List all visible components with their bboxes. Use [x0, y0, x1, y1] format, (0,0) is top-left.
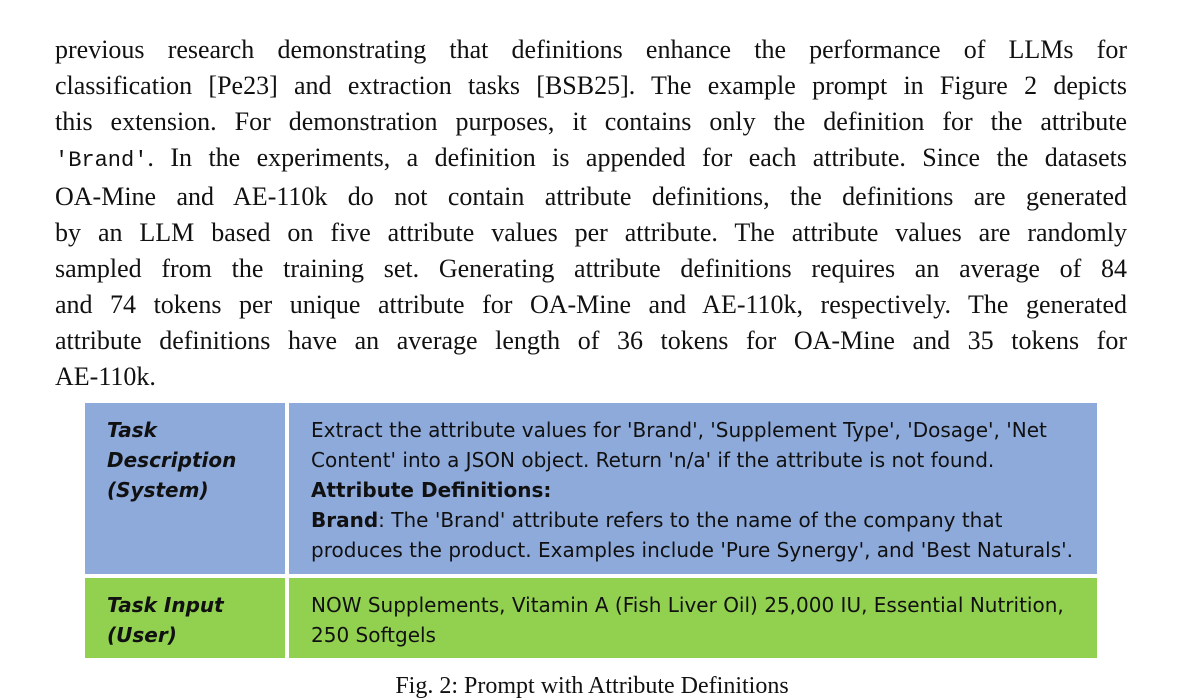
brand-definition: Brand: The 'Brand' attribute refers to the name of the company that [311, 508, 1003, 532]
paragraph-line: and 74 tokens per unique attribute for OA-Mine and AE-110k, respectively. The generated [55, 290, 1127, 319]
paragraph-line: OA-Mine and AE-110k do not contain attribute definitions, the definitions are generated [55, 182, 1127, 211]
prompt-figure [85, 403, 1097, 658]
brand-definition-cont: produces the product. Examples include 'Pure Synergy', and 'Best Naturals'. [311, 538, 1073, 562]
paragraph-line: AE-110k. [55, 362, 156, 391]
definitions-heading: Attribute Definitions: [311, 478, 552, 502]
user-label-role: (User) [107, 623, 177, 647]
paragraph-line: this extension. For demonstration purposes, it contains only the definition for the attribute [55, 107, 1127, 136]
system-label-role: (System) [107, 478, 209, 502]
user-label-title: Task Input [107, 593, 224, 617]
brand-term: Brand [311, 508, 379, 532]
user-label [85, 578, 289, 658]
figure-caption: Fig. 2: Prompt with Attribute Definitions [395, 673, 789, 699]
system-label [85, 403, 289, 574]
body-paragraph [55, 32, 1127, 395]
paragraph-line: previous research demonstrating that definitions enhance the performance of LLMs for [55, 35, 1127, 64]
system-text-line: Extract the attribute values for 'Brand', 'Supplement Type', 'Dosage', 'Net [311, 418, 1047, 442]
system-text-line: Content' into a JSON object. Return 'n/a' if the attribute is not found. [311, 448, 995, 472]
paragraph-line: sampled from the training set. Generating attribute definitions requires an average of 84 [55, 254, 1127, 283]
user-input-text [289, 578, 1097, 658]
system-prompt-row [85, 403, 1097, 574]
system-label-title: Task Description [107, 418, 237, 472]
paragraph-line: classification [Pe23] and extraction tasks [BSB25]. The example prompt in Figure 2 depicts [55, 71, 1127, 100]
paragraph-line [55, 140, 1127, 179]
paragraph-line-text: . In the experiments, a definition is appended for each attribute. Since the datasets [147, 143, 1127, 172]
user-text-line: 250 Softgels [311, 623, 436, 647]
paragraph-line: attribute definitions have an average length of 36 tokens for OA-Mine and 35 tokens for [55, 326, 1127, 355]
user-input-row [85, 578, 1097, 658]
paragraph-line: by an LLM based on five attribute values per attribute. The attribute values are randomly [55, 218, 1127, 247]
system-prompt-text [289, 403, 1097, 574]
inline-code-brand: 'Brand' [55, 148, 148, 173]
user-text-line: NOW Supplements, Vitamin A (Fish Liver Oil) 25,000 IU, Essential Nutrition, [311, 593, 1064, 617]
